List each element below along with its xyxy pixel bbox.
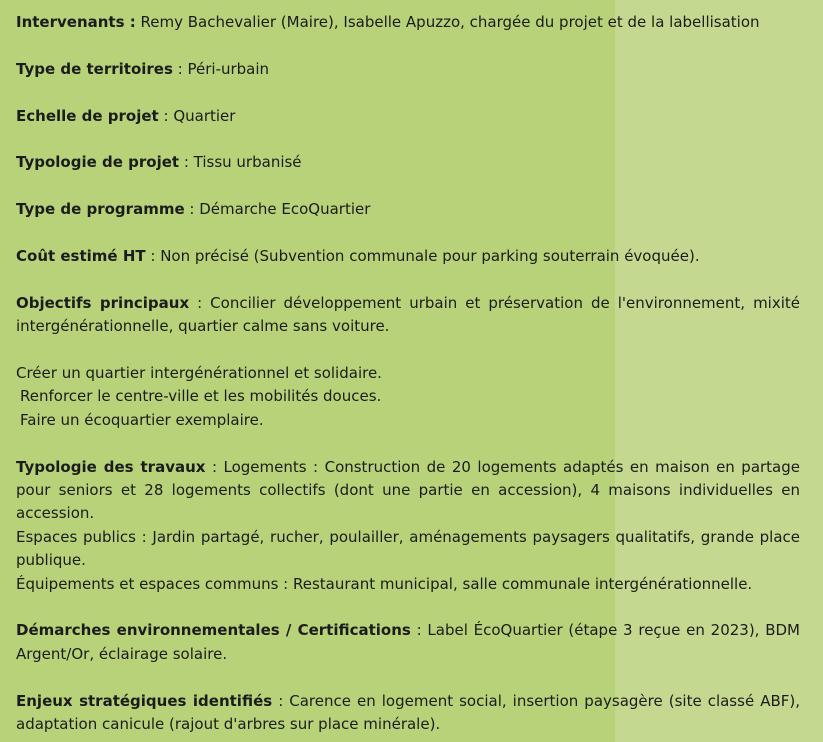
field-enjeux	[16, 690, 800, 737]
objectifs-list	[16, 362, 800, 432]
field-espaces-publics	[16, 526, 800, 573]
field-value: : Quartier	[158, 106, 236, 125]
field-label: Type de programme	[16, 200, 185, 219]
field-typologie-projet	[16, 151, 800, 174]
field-travaux	[16, 456, 800, 526]
field-value: : Non précisé (Subvention communale pour parking souterrain évoquée).	[145, 246, 700, 265]
field-type-territoires	[16, 58, 800, 81]
field-cout	[16, 245, 800, 268]
field-label: Démarches environnementales / Certifications	[16, 621, 411, 640]
field-value: : Label ÉcoQuartier (étape 3 reçue en 2023), BDM Argent/Or, éclairage solaire.	[16, 621, 800, 663]
field-label: Typologie de projet	[16, 153, 180, 172]
field-label: Coût estimé HT	[16, 246, 146, 265]
field-value: : Carence en logement social, insertion paysagère (site classé ABF), adaptation canicule (rajout d'arbres sur place minérale).	[16, 691, 800, 734]
field-label: Objectifs principaux	[16, 293, 190, 312]
field-label: Echelle de projet	[16, 106, 159, 125]
field-label: Typologie des travaux	[16, 457, 206, 476]
field-objectifs	[16, 292, 800, 339]
field-demarches	[16, 619, 800, 666]
field-type-programme	[16, 198, 800, 221]
field-label: Intervenants :	[16, 13, 136, 31]
field-echelle	[16, 105, 800, 128]
field-intervenants	[16, 11, 800, 34]
list-item: Renforcer le centre-ville et les mobilités douces.	[20, 387, 382, 406]
field-label: Enjeux stratégiques identifiés	[16, 691, 273, 710]
list-item: Créer un quartier intergénérationnel et solidaire.	[16, 363, 382, 382]
list-item: Faire un écoquartier exemplaire.	[20, 410, 264, 429]
field-value: Équipements et espaces communs : Restaurant municipal, salle communale intergénérationnelle.	[16, 574, 753, 593]
field-equipements	[16, 573, 800, 596]
project-sheet	[16, 11, 800, 736]
field-value: Espaces publics : Jardin partagé, rucher, poulailler, aménagements paysagers qualitatifs, grande place publique.	[16, 527, 800, 570]
field-value: : Logements : Construction de 20 logements adaptés en maison en partage pour seniors et 28 logements collectifs (dont une partie en accession), 4 maisons individuelles en accession.	[16, 457, 800, 523]
field-value: : Tissu urbanisé	[179, 153, 302, 172]
field-value: : Démarche EcoQuartier	[184, 200, 371, 219]
field-value: : Péri-urbain	[172, 59, 270, 78]
field-label: Type de territoires	[16, 59, 173, 78]
field-value: : Concilier développement urbain et préservation de l'environnement, mixité intergénérationnelle, quartier calme sans voiture.	[16, 293, 800, 336]
field-value: Remy Bachevalier (Maire), Isabelle Apuzzo, chargée du projet et de la labellisation	[135, 13, 760, 31]
